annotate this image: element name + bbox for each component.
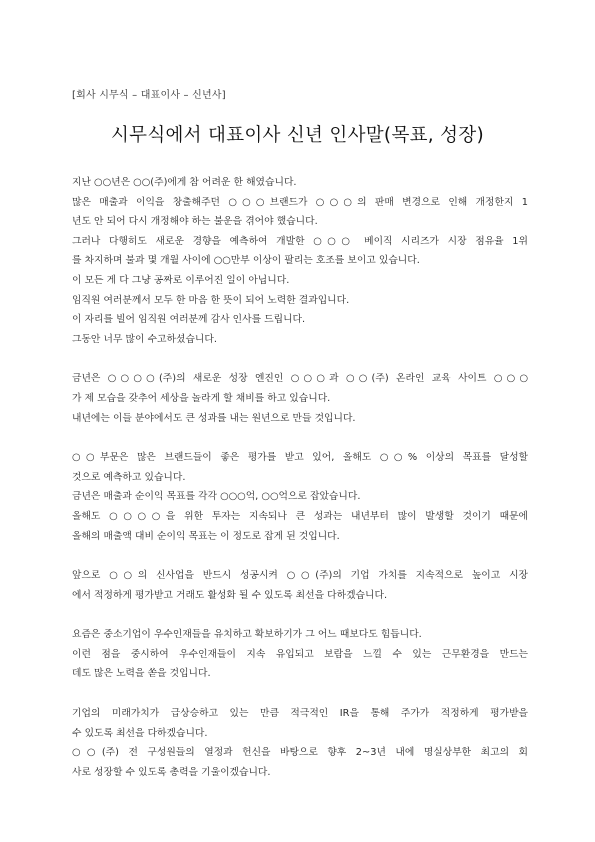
text-line: 수 있도록 최선을 다하겠습니다. <box>72 727 208 739</box>
text-line: 요즘은 중소기업이 우수인재들을 유치하고 확보하기가 그 어느 때보다도 힘듭니다. <box>72 629 422 641</box>
text-line: 그러나 다행히도 새로운 경향을 예측하여 개발한 ○○○ 베이직 시리즈가 시장 점유율 1위 <box>72 235 528 247</box>
text-line: 가 제 모습을 갖추어 세상을 놀라게 할 채비를 하고 있습니다. <box>72 392 331 404</box>
text-line: 년도 안 되어 다시 개정해야 하는 불운을 겪어야 했습니다. <box>72 216 318 228</box>
text-line: ○○부문은 많은 브랜드들이 좋은 평가를 받고 있어, 올해도 ○○% 이상의 목표를 달성할 <box>72 452 528 464</box>
text-line: 사로 성장할 수 있도록 총력을 기울이겠습니다. <box>72 766 271 778</box>
text-line: 데도 많은 노력을 쏟을 것입니다. <box>72 668 211 680</box>
text-line: ○○(주) 전 구성원들의 열정과 헌신을 바탕으로 향후 2~3년 내에 명실상부한 최고의 회 <box>72 747 528 759</box>
paragraph <box>72 173 528 349</box>
text-line: 내년에는 이들 분야에서도 큰 성과를 내는 원년으로 만들 것입니다. <box>72 412 356 424</box>
text-line: 에서 적정하게 평가받고 거래도 활성화 될 수 있도록 최선을 다하겠습니다. <box>72 589 388 601</box>
paragraph <box>72 448 528 546</box>
document-title: 시무식에서 대표이사 신년 인사말(목표, 성장) <box>110 125 485 146</box>
paragraph <box>72 369 528 428</box>
text-line: 이런 점을 중시하여 우수인재들이 지속 유입되고 보람을 느낄 수 있는 근무환경을 만드는 <box>72 648 528 660</box>
text-line: 올해의 매출액 대비 순이익 목표는 이 정도로 잡게 된 것입니다. <box>72 530 340 542</box>
text-line: 지난 ○○년은 ○○(주)에게 참 어려운 한 해였습니다. <box>72 177 297 188</box>
text-line: 를 차지하며 불과 몇 개월 사이에 ○○만부 이상이 팔리는 호조를 보이고 있습니다. <box>72 255 420 267</box>
text-line: 많은 매출과 이익을 창출해주던 ○○○브랜드가 ○○○의 판매 변경으로 인해 개정한지 1 <box>72 196 528 208</box>
text-line: 기업의 미래가치가 급상승하고 있는 만큼 적극적인 IR을 통해 주가가 적정하게 평가받을 <box>72 708 528 720</box>
text-line: 앞으로 ○○의 신사업을 반드시 성공시켜 ○○(주)의 기업 가치를 지속적으로 높이고 시장 <box>72 570 528 582</box>
document-category-label: [회사 시무식 – 대표이사 – 신년사] <box>72 90 226 101</box>
paragraph <box>72 704 528 782</box>
document-body <box>72 173 528 802</box>
paragraph <box>72 625 528 684</box>
text-line: 임직원 여러분께서 모두 한 마음 한 뜻이 되어 노력한 결과입니다. <box>72 294 350 306</box>
text-line: 그동안 너무 많이 수고하셨습니다. <box>72 333 217 345</box>
text-line: 금년은 매출과 순이익 목표를 각각 ○○○억, ○○억으로 잡았습니다. <box>72 491 361 503</box>
text-line: 이 모든 게 다 그냥 공짜로 이루어진 일이 아닙니다. <box>72 274 290 286</box>
text-line: 것으로 예측하고 있습니다. <box>72 471 186 483</box>
text-line: 이 자리를 빌어 임직원 여러분께 감사 인사를 드립니다. <box>72 314 306 326</box>
paragraph <box>72 566 528 605</box>
text-line: 올해도 ○○○○을 위한 투자는 지속되나 큰 성과는 내년부터 많이 발생할 것이기 때문에 <box>72 510 528 522</box>
text-line: 금년은 ○○○○(주)의 새로운 성장 엔진인 ○○○과 ○○(주) 온라인 교육 사이트 ○○○ <box>72 373 528 385</box>
